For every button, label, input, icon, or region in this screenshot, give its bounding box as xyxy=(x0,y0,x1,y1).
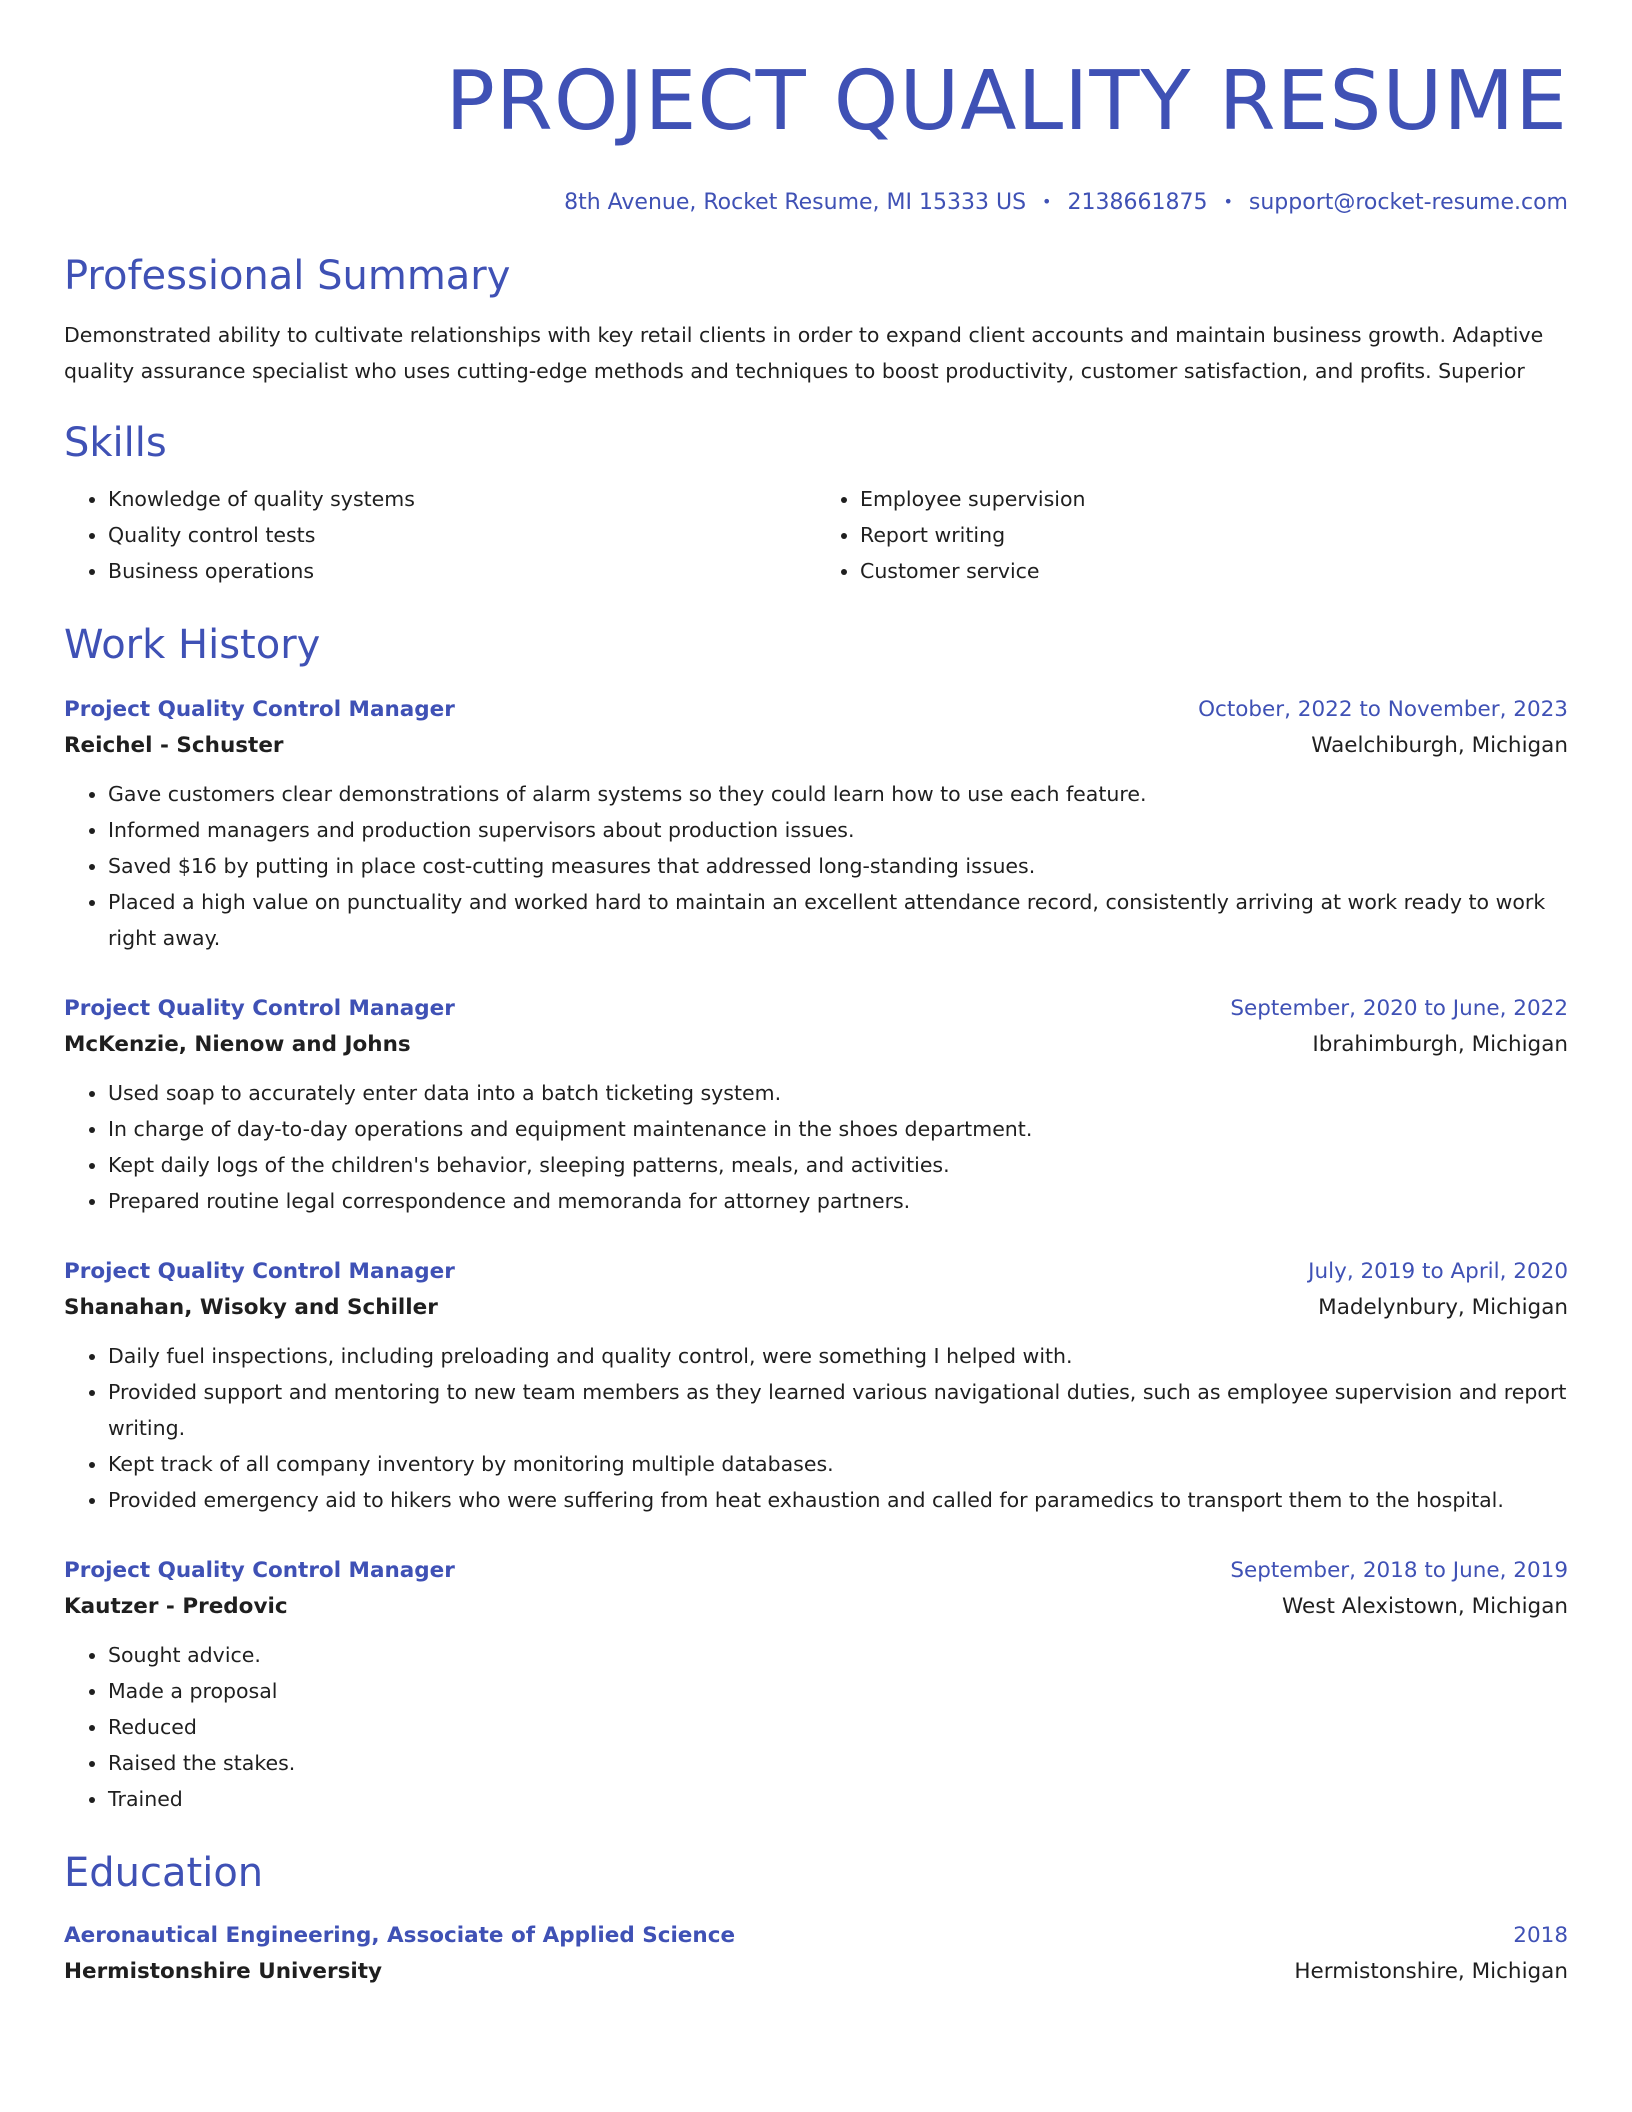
job-duty: • Daily fuel inspections, including preloading and quality control, were something I helped with. xyxy=(108,1338,1568,1374)
job-duty: • Used soap to accurately enter data into a batch ticketing system. xyxy=(108,1075,1568,1111)
graduation-year: 2018 xyxy=(1513,1923,1568,1948)
education-entry xyxy=(64,1919,1568,1991)
job-duty: • Made a proposal xyxy=(108,1673,1568,1709)
skill-item: • Business operations xyxy=(108,553,816,589)
job-duty: • Prepared routine legal correspondence and memoranda for attorney partners. xyxy=(108,1183,1568,1219)
section-heading-skills: Skills xyxy=(64,420,167,466)
company-name: Shanahan, Wisoky and Schiller xyxy=(64,1295,438,1320)
address: 8th Avenue, Rocket Resume, MI 15333 US xyxy=(564,190,1027,215)
job-duty: • Sought advice. xyxy=(108,1637,1568,1673)
job-duty: • Provided emergency aid to hikers who were suffering from heat exhaustion and called for paramedics to transport them to the hospital. xyxy=(108,1482,1568,1518)
company-name: Reichel - Schuster xyxy=(64,733,284,758)
job-title: Project Quality Control Manager xyxy=(64,1558,455,1583)
job-duties xyxy=(64,1637,1568,1817)
job-title: Project Quality Control Manager xyxy=(64,996,455,1021)
skill-item: • Knowledge of quality systems xyxy=(108,481,816,517)
phone: 2138661875 xyxy=(1067,190,1208,215)
section-heading-summary: Professional Summary xyxy=(64,253,511,299)
job-location: West Alexistown, Michigan xyxy=(1282,1594,1568,1619)
job-location: Waelchiburgh, Michigan xyxy=(1311,733,1568,758)
skills-column-right xyxy=(816,481,1568,589)
job-title: Project Quality Control Manager xyxy=(64,1259,455,1284)
job-entry xyxy=(64,992,1568,1219)
company-name: McKenzie, Nienow and Johns xyxy=(64,1032,411,1057)
school-name: Hermistonshire University xyxy=(64,1959,383,1984)
job-duties xyxy=(64,1338,1568,1518)
skills-list xyxy=(64,481,1568,589)
job-title: Project Quality Control Manager xyxy=(64,697,455,722)
job-duty: • Reduced xyxy=(108,1709,1568,1745)
job-entry xyxy=(64,1255,1568,1518)
skill-item: • Employee supervision xyxy=(860,481,1568,517)
job-duty: • Placed a high value on punctuality and worked hard to maintain an excellent attendance record, consistently arriving at work ready to work right away. xyxy=(108,884,1568,956)
job-dates: September, 2018 to June, 2019 xyxy=(1230,1558,1568,1583)
separator: • xyxy=(1223,192,1233,211)
job-duty: • Trained xyxy=(108,1781,1568,1817)
job-duty: • Gave customers clear demonstrations of alarm systems so they could learn how to use each feature. xyxy=(108,776,1568,812)
job-duty: • Informed managers and production supervisors about production issues. xyxy=(108,812,1568,848)
job-entry xyxy=(64,693,1568,956)
school-location: Hermistonshire, Michigan xyxy=(1294,1959,1568,1984)
job-dates: July, 2019 to April, 2020 xyxy=(1308,1259,1568,1284)
job-location: Madelynbury, Michigan xyxy=(1318,1295,1568,1320)
email-link[interactable]: support@rocket-resume.com xyxy=(1248,190,1568,215)
job-duties xyxy=(64,776,1568,956)
job-duty: • Provided support and mentoring to new team members as they learned various navigational duties, such as employee supervision and report writing. xyxy=(108,1374,1568,1446)
skill-item: • Customer service xyxy=(860,553,1568,589)
job-duty: • Saved $16 by putting in place cost-cutting measures that addressed long-standing issues. xyxy=(108,848,1568,884)
job-location: Ibrahimburgh, Michigan xyxy=(1312,1032,1568,1057)
skill-item: • Quality control tests xyxy=(108,517,816,553)
skills-column-left xyxy=(64,481,816,589)
job-entry xyxy=(64,1554,1568,1817)
job-dates: October, 2022 to November, 2023 xyxy=(1198,697,1568,722)
job-duty: • Kept track of all company inventory by monitoring multiple databases. xyxy=(108,1446,1568,1482)
job-duty: • Kept daily logs of the children's behavior, sleeping patterns, meals, and activities. xyxy=(108,1147,1568,1183)
section-heading-work-history: Work History xyxy=(64,622,321,668)
summary-text: Demonstrated ability to cultivate relationships with key retail clients in order to expand client accounts and maintain business growth. Adaptive quality assurance specialist who uses cutting-edge methods and techniques to boost productivity, customer satisfaction, and profits. Superior xyxy=(64,323,1544,383)
job-duties xyxy=(64,1075,1568,1219)
separator: • xyxy=(1042,192,1052,211)
job-duty: • Raised the stakes. xyxy=(108,1745,1568,1781)
section-heading-education: Education xyxy=(64,1850,264,1896)
contact-line xyxy=(64,187,1568,218)
job-dates: September, 2020 to June, 2022 xyxy=(1230,996,1568,1021)
company-name: Kautzer - Predovic xyxy=(64,1594,288,1619)
skill-item: • Report writing xyxy=(860,517,1568,553)
job-duty: • In charge of day-to-day operations and equipment maintenance in the shoes department. xyxy=(108,1111,1568,1147)
degree: Aeronautical Engineering, Associate of Applied Science xyxy=(64,1923,736,1948)
resume-title: PROJECT QUALITY RESUME xyxy=(445,54,1568,149)
